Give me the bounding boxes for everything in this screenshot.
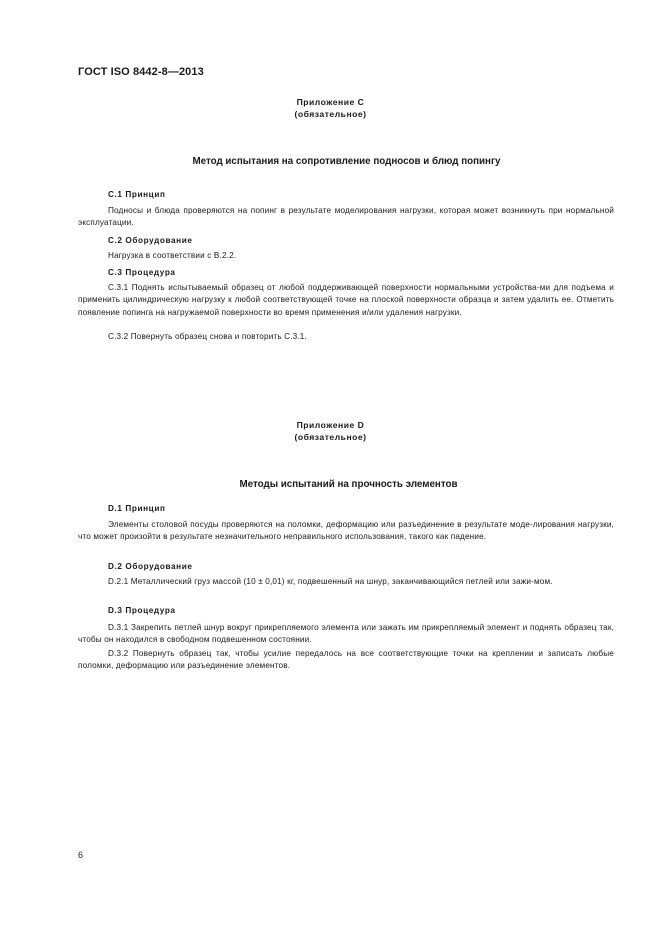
annex-c-title: Метод испытания на сопротивление подносов и блюд попингу bbox=[192, 156, 501, 167]
section-d21-text: D.2.1 Металлический груз массой (10 ± 0,01) кг, подвешенный на шнур, заканчивающийся петлей или зажи-мом. bbox=[108, 577, 553, 586]
section-c2-text: Нагрузка в соответствии с B.2.2. bbox=[108, 251, 237, 260]
step-c31-text: C.3.1 Поднять испытываемый образец от любой поддерживающей поверхности нормальными устройства-ми для подъема и применить цилиндрическую нагрузку к любой соответствующей точке на плоской поверхности образца и затем удалить ее. Отметить появление попинга на нагружаемой поверхности во время применения и/или удаления нагрузки. bbox=[78, 283, 614, 317]
annex-d-status: (обязательное) bbox=[294, 432, 367, 442]
section-c1-heading: C.1 Принцип bbox=[108, 190, 166, 199]
section-d3-heading: D.3 Процедура bbox=[108, 606, 176, 615]
section-d1-text: Элементы столовой посуды проверяются на поломки, деформацию или разъединение в результате моде-лирования нагрузки, что может произойти в результате незначительного неправильного использования, такого как падение. bbox=[78, 520, 614, 542]
section-d1-heading: D.1 Принцип bbox=[108, 504, 166, 513]
annex-c-label: Приложение C bbox=[296, 97, 365, 107]
annex-d-title: Методы испытаний на прочность элементов bbox=[239, 479, 458, 490]
step-d32-text: D.3.2 Повернуть образец так, чтобы усилие передалось на все соответствующие точки на креплении и записать любые поломки, деформацию или разъединение элементов. bbox=[78, 649, 614, 671]
section-c3-heading: C.3 Процедура bbox=[108, 268, 176, 277]
section-c1-text: Подносы и блюда проверяются на попинг в результате моделирования нагрузки, которая может возникнуть при нормальной эксплуатации. bbox=[78, 206, 614, 228]
annex-d-label: Приложение D bbox=[296, 420, 365, 430]
step-c32-text: C.3.2 Повернуть образец снова и повторить C.3.1. bbox=[108, 332, 307, 341]
page-number: 6 bbox=[78, 850, 84, 860]
document-number: ГОСТ ISO 8442-8—2013 bbox=[78, 66, 204, 78]
annex-d-heading bbox=[0, 419, 661, 443]
annex-c-heading bbox=[0, 96, 661, 120]
step-d31-text: D.3.1 Закрепить петлей шнур вокруг прикрепляемого элемента или зажать им прикрепляемый элемент и поднять образец так, чтобы он находился в свободном подвешенном состоянии. bbox=[78, 623, 614, 645]
section-c2-heading: C.2 Оборудование bbox=[108, 236, 193, 245]
section-d2-heading: D.2 Оборудование bbox=[108, 562, 193, 571]
annex-c-status: (обязательное) bbox=[294, 109, 367, 119]
